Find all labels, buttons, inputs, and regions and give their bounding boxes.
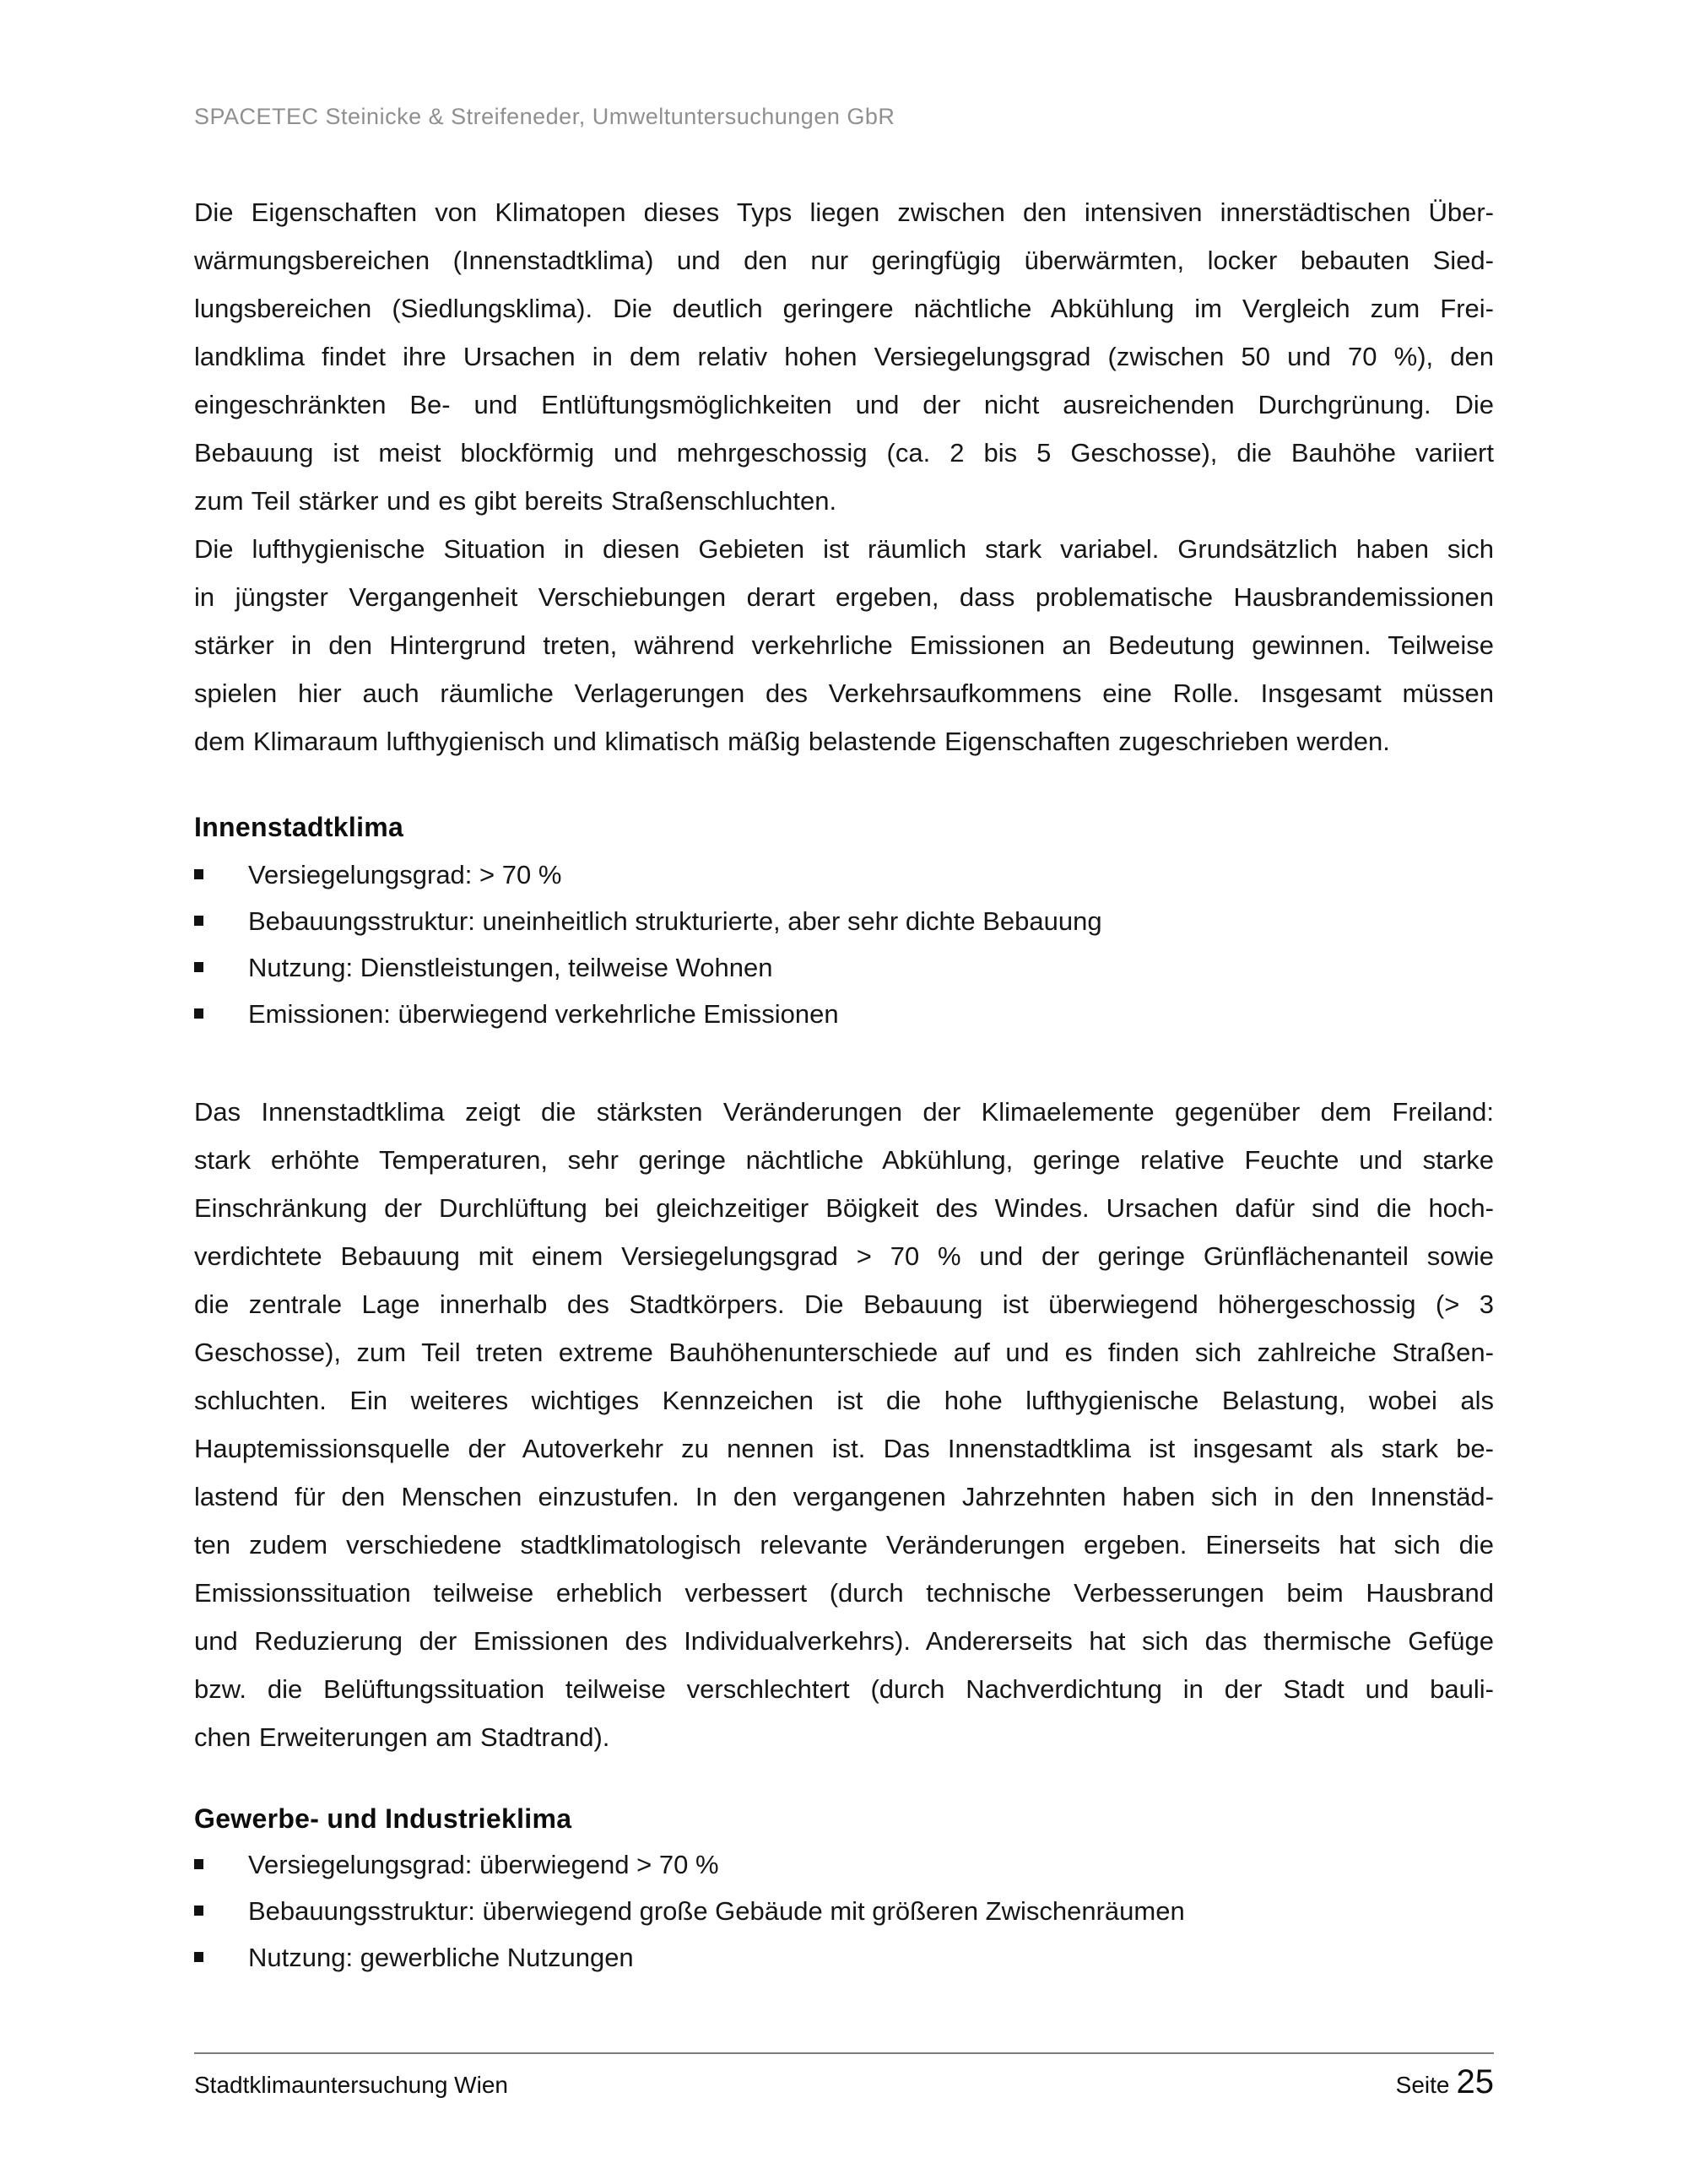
footer-document-title: Stadtklimauntersuchung Wien	[194, 2072, 508, 2098]
text-line: ten zudem verschiedene stadtklimatologisch relevante Veränderungen ergeben. Einerseits hat sich die	[194, 1530, 1494, 1560]
text-line: landklima findet ihre Ursachen in dem relativ hohen Versiegelungsgrad (zwischen 50 und 70 %), den	[194, 342, 1494, 371]
text-line: Hauptemissionsquelle der Autoverkehr zu nennen ist. Das Innenstadtklima ist insgesamt als stark be-	[194, 1434, 1494, 1463]
list-item-label: Nutzung: gewerbliche Nutzungen	[248, 1943, 634, 1972]
text-line: chen Erweiterungen am Stadtrand).	[194, 1722, 610, 1752]
bullet-square-icon	[194, 1008, 203, 1019]
bullet-square-icon	[194, 1859, 203, 1869]
page-header: SPACETEC Steinicke & Streifeneder, Umweltuntersuchungen GbR	[194, 104, 895, 129]
text-line: verdichtete Bebauung mit einem Versiegelungsgrad > 70 % und der geringe Grünflächenanteil sowie	[194, 1241, 1494, 1271]
text-line: stark erhöhte Temperaturen, sehr geringe nächtliche Abkühlung, geringe relative Feuchte und starke	[194, 1145, 1494, 1175]
list-item-label: Nutzung: Dienstleistungen, teilweise Wohnen	[248, 953, 773, 982]
text-line: Die lufthygienische Situation in diesen Gebieten ist räumlich stark variabel. Grundsätzlich haben sich	[194, 534, 1494, 564]
text-line: Das Innenstadtklima zeigt die stärksten Veränderungen der Klimaelemente gegenüber dem Freiland:	[194, 1097, 1494, 1127]
text-line: dem Klimaraum lufthygienisch und klimatisch mäßig belastende Eigenschaften zugeschrieben werden.	[194, 727, 1390, 756]
list-item-label: Bebauungsstruktur: überwiegend große Gebäude mit größeren Zwischenräumen	[248, 1896, 1185, 1926]
footer-page-indicator	[1396, 2059, 1494, 2108]
paragraph-innenstadtklima-details	[194, 1088, 1494, 1761]
text-line: die zentrale Lage innerhalb des Stadtkörpers. Die Bebauung ist überwiegend höhergeschossig (> 3	[194, 1289, 1494, 1319]
bullet-square-icon	[194, 1952, 203, 1962]
bullet-square-icon	[194, 869, 203, 879]
paragraph-klimatop-overview	[194, 188, 1494, 525]
text-line: stärker in den Hintergrund treten, während verkehrliche Emissionen an Bedeutung gewinnen. Teilweise	[194, 630, 1494, 660]
text-line: spielen hier auch räumliche Verlagerungen des Verkehrsaufkommens eine Rolle. Insgesamt müssen	[194, 678, 1494, 708]
footer-page-label: Seite	[1395, 2072, 1450, 2098]
list-item	[194, 1888, 1494, 1934]
list-item	[194, 991, 1494, 1037]
text-line: schluchten. Ein weiteres wichtiges Kennzeichen ist die hohe lufthygienische Belastung, wobei als	[194, 1386, 1494, 1415]
list-item-label: Bebauungsstruktur: uneinheitlich strukturierte, aber sehr dichte Bebauung	[248, 906, 1102, 936]
heading-innenstadtklima: Innenstadtklima	[194, 812, 404, 842]
list-item	[194, 851, 1494, 898]
text-line: wärmungsbereichen (Innenstadtklima) und den nur geringfügig überwärmten, locker bebauten Sied-	[194, 246, 1494, 275]
list-item	[194, 1934, 1494, 1981]
text-line: Geschosse), zum Teil treten extreme Bauhöhenunterschiede auf und es finden sich zahlreiche Straßen-	[194, 1338, 1494, 1367]
heading-gewerbe-industrieklima: Gewerbe- und Industrieklima	[194, 1803, 572, 1834]
bullet-square-icon	[194, 962, 203, 972]
text-line: bzw. die Belüftungssituation teilweise verschlechtert (durch Nachverdichtung in der Stadt und bauli-	[194, 1674, 1494, 1704]
text-line: eingeschränkten Be- und Entlüftungsmöglichkeiten und der nicht ausreichenden Durchgrünung. Die	[194, 390, 1494, 419]
list-item	[194, 944, 1494, 991]
text-line: Die Eigenschaften von Klimatopen dieses Typs liegen zwischen den intensiven innerstädtischen Über-	[194, 197, 1494, 227]
paragraph-lufthygiene	[194, 525, 1494, 765]
text-line: lungsbereichen (Siedlungsklima). Die deutlich geringere nächtliche Abkühlung im Vergleich zum Frei-	[194, 294, 1494, 323]
footer-divider	[194, 2052, 1494, 2054]
text-line: zum Teil stärker und es gibt bereits Straßenschluchten.	[194, 486, 837, 516]
text-line: Einschränkung der Durchlüftung bei gleichzeitiger Böigkeit des Windes. Ursachen dafür sind die hoch-	[194, 1193, 1494, 1223]
footer-page-number: 25	[1456, 2063, 1494, 2100]
text-line: und Reduzierung der Emissionen des Individualverkehrs). Andererseits hat sich das thermische Gefüge	[194, 1626, 1494, 1656]
list-item-label: Versiegelungsgrad: > 70 %	[248, 860, 562, 889]
bullet-list-innenstadtklima	[194, 851, 1494, 1037]
text-line: lastend für den Menschen einzustufen. In den vergangenen Jahrzehnten haben sich in den Innenstäd-	[194, 1482, 1494, 1511]
text-line: in jüngster Vergangenheit Verschiebungen derart ergeben, dass problematische Hausbrandemissionen	[194, 582, 1494, 612]
list-item	[194, 898, 1494, 944]
list-item-label: Versiegelungsgrad: überwiegend > 70 %	[248, 1850, 719, 1879]
bullet-list-gewerbe-industrieklima	[194, 1841, 1494, 1981]
bullet-square-icon	[194, 916, 203, 926]
list-item	[194, 1841, 1494, 1888]
text-line: Emissionssituation teilweise erheblich verbessert (durch technische Verbesserungen beim Hausbrand	[194, 1578, 1494, 1608]
text-line: Bebauung ist meist blockförmig und mehrgeschossig (ca. 2 bis 5 Geschosse), die Bauhöhe variiert	[194, 438, 1494, 468]
page-footer	[194, 2059, 1494, 2108]
bullet-square-icon	[194, 1906, 203, 1916]
list-item-label: Emissionen: überwiegend verkehrliche Emissionen	[248, 999, 839, 1029]
